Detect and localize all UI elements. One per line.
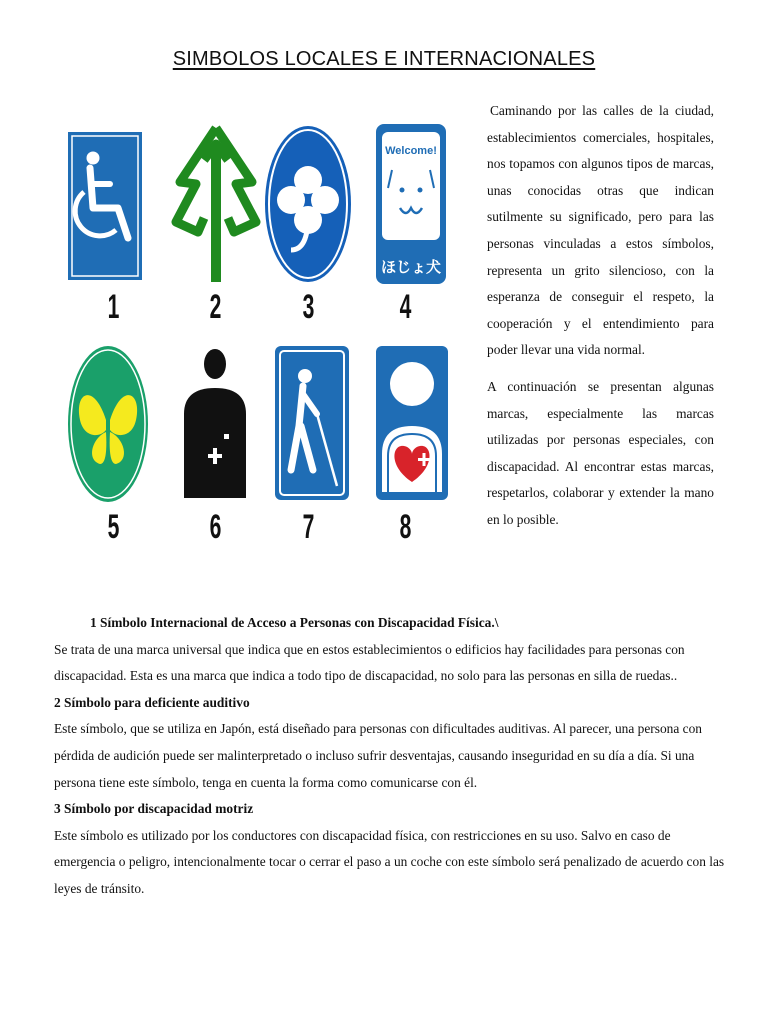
symbol-number: 2 xyxy=(209,288,222,326)
page-title: SIMBOLOS LOCALES E INTERNACIONALES xyxy=(172,48,596,70)
white-cane-icon xyxy=(261,342,356,508)
symbol-4 xyxy=(358,116,453,336)
welcome-dog-icon xyxy=(358,122,453,288)
section-text: Este símbolo es utilizado por los conductores con discapacidad física, con restricciones en su uso. Salvo en caso de emergencia o peligro, intencionalmente tocar o cerrar el paso a un coche con este símbolo será penalizado de acuerdo con las leyes de tránsito. xyxy=(54,827,725,896)
symbol-8 xyxy=(358,336,453,556)
section-heading: 3 Símbolo por discapacidad motriz xyxy=(54,801,254,817)
symbol-number: 6 xyxy=(209,508,222,546)
wheelchair-icon xyxy=(66,122,144,282)
butterfly-icon xyxy=(66,342,151,508)
person-heart-icon xyxy=(358,342,453,508)
section-text: Se trata de una marca universal que indica que en estos establecimientos o edificios hay facilidades para personas con discapacidad. Esta es una marca que indica a todo tipo de discapacidad, no solo para las personas en silla de ruedas.. xyxy=(54,641,685,684)
symbol-number: 4 xyxy=(399,288,412,326)
symbol-1 xyxy=(66,116,161,336)
intro-paragraph: Caminando por las calles de la ciudad, establecimientos comerciales, hospitales, nos topamos con algunos tipos de marcas, unas conocidas otras que indican sutilmente su significado, pero para las personas vinculadas a estos símbolos, representa un grito silencioso, con la esperanza de conseguir el respeto, la cooperación y el entendimiento para poder llevar una vida normal. xyxy=(487,103,714,358)
symbol-5 xyxy=(66,336,161,556)
four-leaf-clover-icon xyxy=(261,122,356,288)
symbol-3 xyxy=(261,116,356,336)
section-heading: 1 Símbolo Internacional de Acceso a Personas con Discapacidad Física.\ xyxy=(90,615,499,630)
symbol-number: 7 xyxy=(302,508,315,546)
welcome-text: Welcome! xyxy=(385,145,437,157)
section-text: Este símbolo, que se utiliza en Japón, está diseñado para personas con dificultades auditivas. Al parecer, una persona con pérdida de audición puede ser malinterpretado o incluso sufrir desventajas, causando inseguridad en su día a día. Si una persona tiene este símbolo, tenga en cuenta la forma como comunicarse con él. xyxy=(54,721,702,790)
symbol-7 xyxy=(261,336,356,556)
section-heading: 2 Símbolo para deficiente auditivo xyxy=(54,694,250,710)
person-cross-icon xyxy=(168,342,263,508)
green-arrow-leaf-icon xyxy=(168,122,263,288)
symbol-number: 1 xyxy=(107,288,120,326)
hojo-ken-text: ほじょ犬 xyxy=(380,258,442,276)
symbol-number: 3 xyxy=(302,288,315,326)
intro-text xyxy=(487,98,714,544)
symbol-6 xyxy=(168,336,263,556)
intro-paragraph: A continuación se presentan algunas marcas, especialmente las marcas utilizadas por personas especiales, con discapacidad. Al encontrar estas marcas, respetarlos, colaborar y extender la mano en lo posible. xyxy=(487,378,714,527)
symbols-grid xyxy=(58,116,468,556)
symbol-number: 5 xyxy=(107,508,120,546)
symbol-number: 8 xyxy=(399,508,412,546)
symbol-2 xyxy=(168,116,263,336)
symbol-descriptions xyxy=(54,610,726,903)
